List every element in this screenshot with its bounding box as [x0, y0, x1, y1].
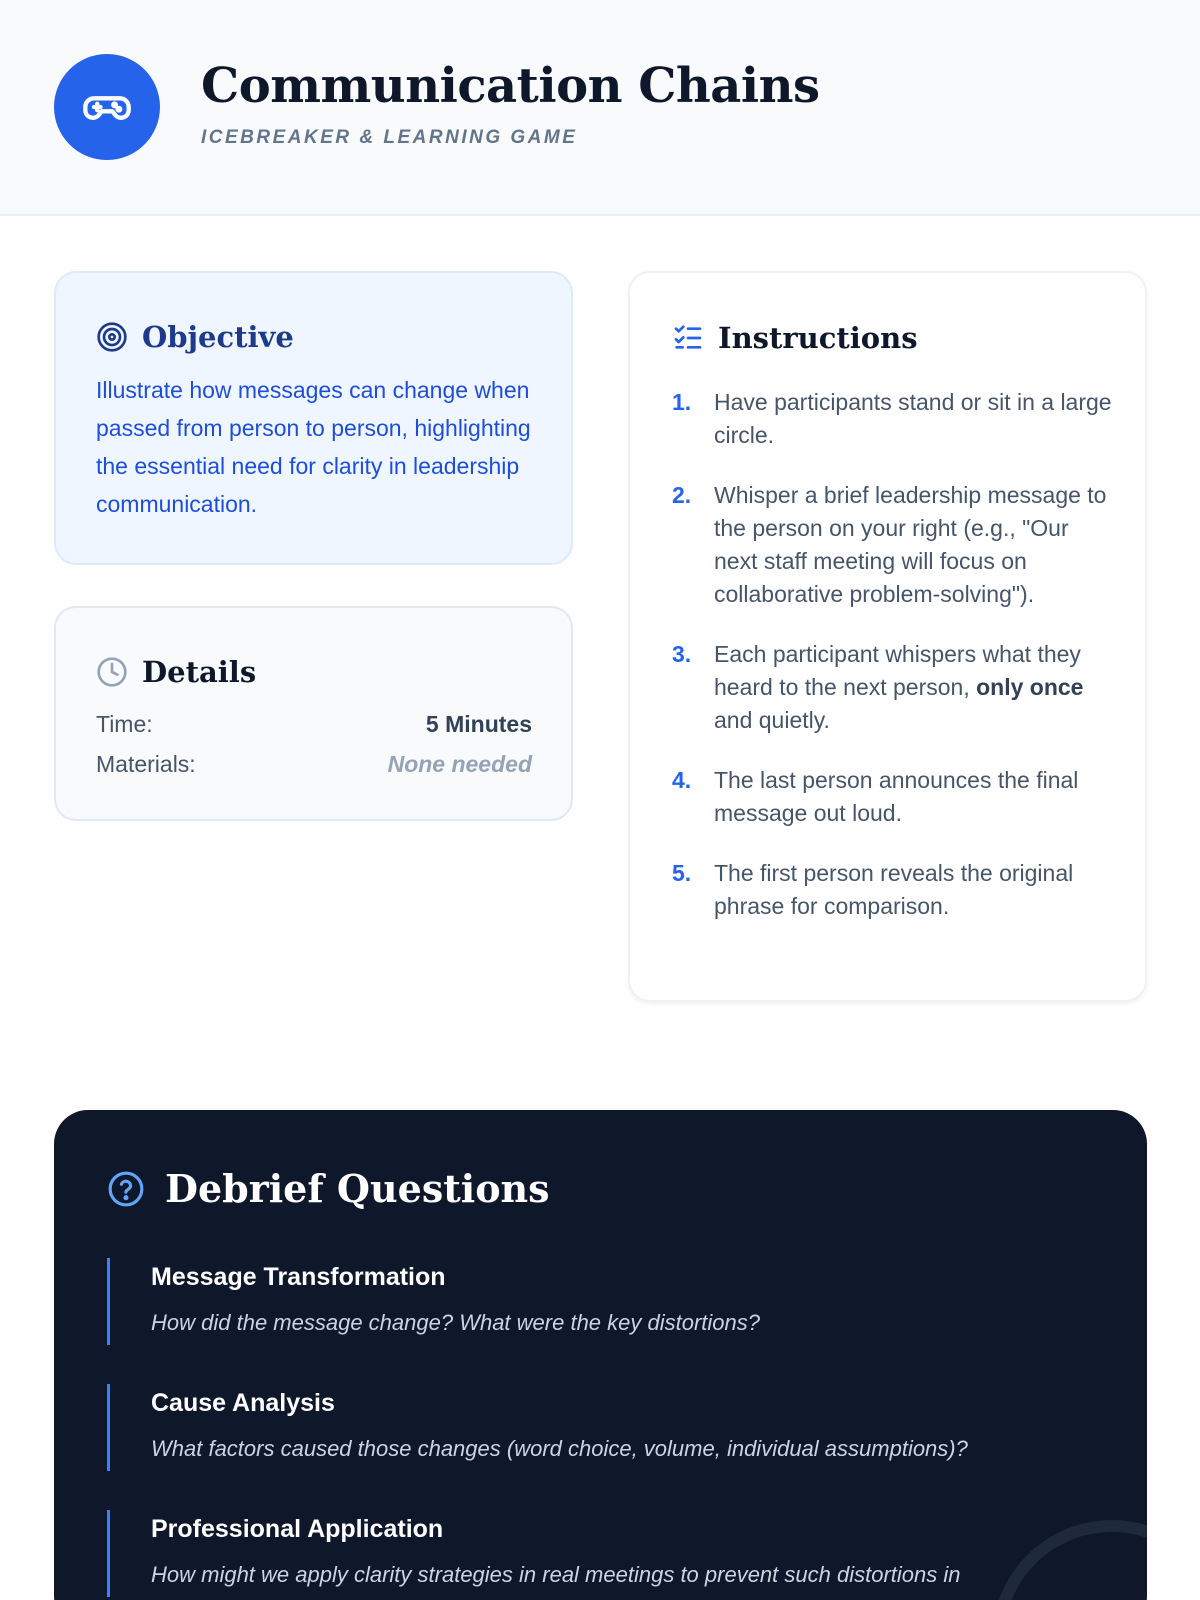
step-number: 2.	[672, 482, 692, 508]
step-text	[714, 638, 1112, 737]
instruction-list	[672, 386, 1112, 950]
debrief-question	[107, 1510, 1107, 1597]
debrief-question	[107, 1384, 1107, 1471]
step-number: 1.	[672, 389, 692, 415]
question-text: What factors caused those changes (word choice, volume, individual assumptions)?	[151, 1436, 968, 1461]
detail-label: Time:	[96, 711, 153, 737]
step-text-part: and quietly.	[714, 707, 830, 733]
question-text: How did the message change? What were the key distortions?	[151, 1310, 760, 1335]
instruction-step	[672, 479, 1112, 611]
details-heading: Details	[142, 655, 257, 689]
step-text: Have participants stand or sit in a large circle.	[714, 389, 1112, 448]
step-number: 5.	[672, 860, 692, 886]
instruction-step	[672, 857, 1112, 923]
instruction-step	[672, 386, 1112, 452]
objective-header	[96, 320, 294, 354]
step-number: 4.	[672, 767, 692, 793]
debrief-heading: Debrief Questions	[165, 1166, 550, 1211]
step-text-part: Each participant whispers what they heard to the next person,	[714, 641, 1081, 700]
instruction-step	[672, 764, 1112, 830]
instructions-card	[628, 271, 1147, 1002]
instruction-step	[672, 638, 1112, 737]
gamepad-icon	[81, 81, 133, 133]
details-header	[96, 655, 256, 689]
question-circle-icon	[107, 1170, 145, 1208]
detail-row-time	[96, 711, 532, 738]
step-text: The first person reveals the original phrase for comparison.	[714, 860, 1074, 919]
step-text: The last person announces the final message out loud.	[714, 767, 1079, 826]
checklist-icon	[672, 322, 704, 354]
page-subtitle: ICEBREAKER & LEARNING GAME	[201, 127, 578, 148]
debrief-question	[107, 1258, 1107, 1345]
question-text: How might we apply clarity strategies in real meetings to prevent such distortions in	[151, 1562, 961, 1587]
detail-row-materials	[96, 751, 532, 778]
question-title: Professional Application	[151, 1515, 444, 1543]
question-title: Message Transformation	[151, 1263, 446, 1291]
page-header	[0, 0, 1200, 216]
target-icon	[96, 321, 128, 353]
debrief-header	[107, 1166, 550, 1211]
detail-value: None needed	[387, 751, 532, 777]
detail-label: Materials:	[96, 751, 196, 777]
objective-heading: Objective	[142, 320, 294, 354]
clock-icon	[96, 656, 128, 688]
objective-text: Illustrate how messages can change when passed from person to person, highlighting the essential need for clarity in leadership communication.	[96, 377, 531, 517]
detail-value: 5 Minutes	[425, 711, 532, 737]
details-card	[54, 606, 573, 821]
debrief-panel	[54, 1110, 1147, 1600]
step-number: 3.	[672, 641, 692, 667]
instructions-header	[672, 321, 918, 355]
logo-badge	[54, 54, 160, 160]
step-text: Whisper a brief leadership message to the person on your right (e.g., "Our next staff meeting will focus on collaborative problem-solving").	[714, 482, 1107, 607]
question-title: Cause Analysis	[151, 1389, 335, 1417]
instructions-heading: Instructions	[718, 321, 918, 355]
objective-card	[54, 271, 573, 565]
step-text-emphasis: only once	[976, 674, 1084, 700]
page-title: Communication Chains	[201, 58, 820, 114]
